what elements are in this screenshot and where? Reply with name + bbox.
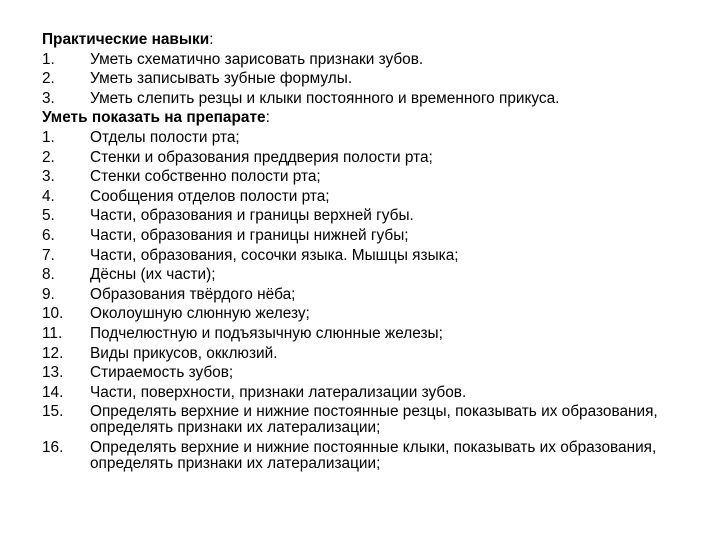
item-text: Части, образования и границы верхней губы. <box>90 207 414 225</box>
item-number: 9. <box>42 285 55 303</box>
list-item <box>42 89 682 109</box>
show-on-specimen-heading-text: Уметь показать на препарате <box>42 109 266 127</box>
item-text: Отделы полости рта; <box>90 128 240 146</box>
list-item <box>42 402 682 438</box>
show-on-specimen-heading <box>42 108 682 128</box>
item-text: Стенки и образования преддверия полости рта; <box>90 148 433 166</box>
list-item <box>42 206 682 226</box>
list-item <box>42 50 682 70</box>
item-number: 2. <box>42 70 55 88</box>
item-text: Уметь схематично зарисовать признаки зубов. <box>90 50 424 68</box>
item-number: 15. <box>42 403 64 421</box>
list-item <box>42 304 682 324</box>
slide-content <box>42 30 682 473</box>
list-item <box>42 285 682 305</box>
list-item <box>42 148 682 168</box>
item-text: Стенки собственно полости рта; <box>90 168 321 186</box>
item-text: Части, образования, сосочки языка. Мышцы языка; <box>90 246 459 264</box>
practical-skills-heading-text: Практические навыки <box>42 31 210 48</box>
show-on-specimen-heading-colon: : <box>265 109 270 127</box>
item-number: 7. <box>42 246 55 264</box>
item-number: 1. <box>42 128 55 146</box>
item-number: 12. <box>42 344 64 362</box>
item-text: Дёсны (их части); <box>90 266 216 284</box>
item-text: Стираемость зубов; <box>90 364 234 382</box>
item-text: Околоушную слюнную железу; <box>90 305 310 323</box>
item-text: Виды прикусов, окклюзий. <box>90 344 278 362</box>
item-text: Образования твёрдого нёба; <box>90 285 296 303</box>
item-text: Определять верхние и нижние постоянные клыки, показывать их образования, определять признаки их латерализации; <box>90 438 657 472</box>
practical-skills-list <box>42 50 682 109</box>
show-on-specimen-list <box>42 128 682 474</box>
list-item <box>42 383 682 403</box>
item-text: Части, образования и границы нижней губы; <box>90 226 409 244</box>
list-item <box>42 265 682 285</box>
item-number: 13. <box>42 364 64 382</box>
list-item <box>42 344 682 364</box>
list-item <box>42 363 682 383</box>
list-item <box>42 187 682 207</box>
item-number: 3. <box>42 89 55 107</box>
list-item <box>42 69 682 89</box>
item-number: 8. <box>42 266 55 284</box>
item-text: Подчелюстную и подъязычную слюнные железы; <box>90 324 443 342</box>
item-text: Сообщения отделов полости рта; <box>90 187 330 205</box>
item-text: Определять верхние и нижние постоянные резцы, показывать их образования, определять признаки их латерализации; <box>90 403 658 437</box>
item-number: 10. <box>42 305 64 323</box>
item-number: 1. <box>42 50 55 68</box>
list-item <box>42 246 682 266</box>
item-number: 6. <box>42 226 55 244</box>
item-text: Уметь записывать зубные формулы. <box>90 70 353 88</box>
item-number: 2. <box>42 148 55 166</box>
item-number: 11. <box>42 324 63 342</box>
item-number: 5. <box>42 207 55 225</box>
item-number: 4. <box>42 187 55 205</box>
item-number: 14. <box>42 383 64 401</box>
list-item <box>42 128 682 148</box>
item-number: 16. <box>42 438 64 456</box>
practical-skills-heading <box>42 30 682 50</box>
item-text: Уметь слепить резцы и клыки постоянного и временного прикуса. <box>90 89 560 107</box>
item-text: Части, поверхности, признаки латерализации зубов. <box>90 383 467 401</box>
list-item <box>42 167 682 187</box>
practical-skills-heading-colon: : <box>209 31 214 48</box>
list-item <box>42 226 682 246</box>
item-number: 3. <box>42 168 55 186</box>
list-item <box>42 438 682 474</box>
list-item <box>42 324 682 344</box>
